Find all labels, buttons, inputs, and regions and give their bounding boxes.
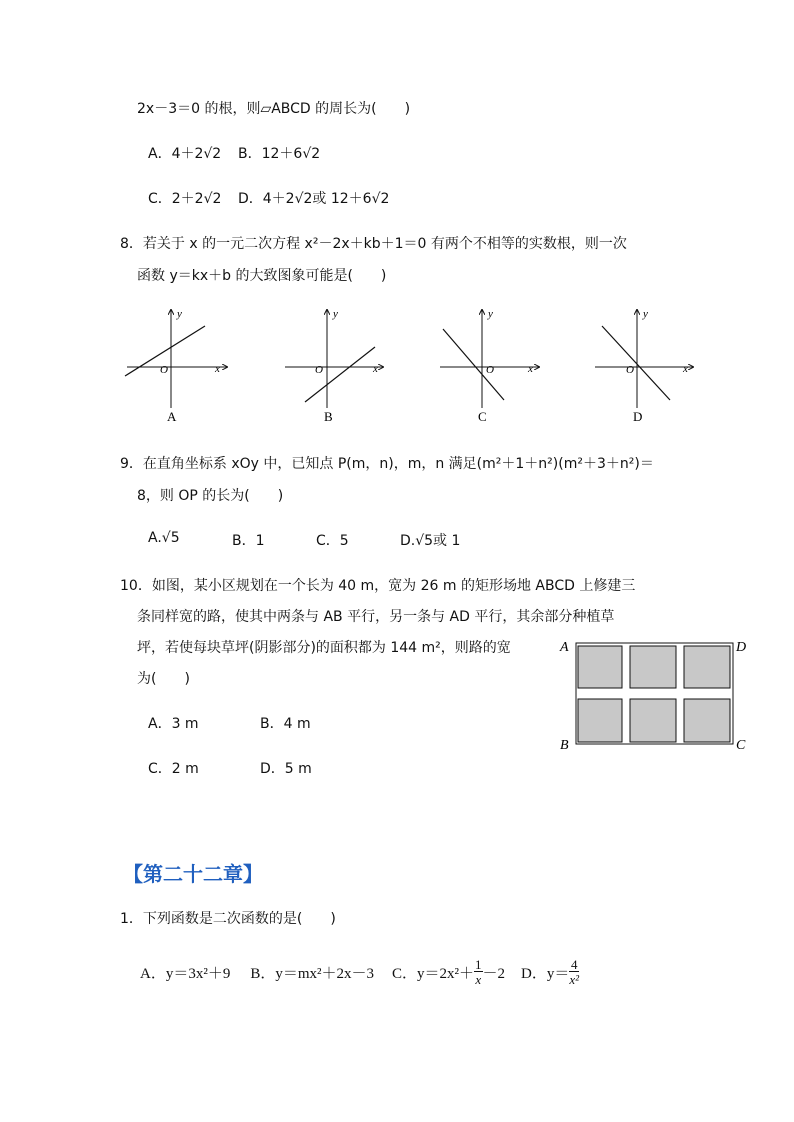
q7-option-b: B．12＋6√2 — [238, 146, 321, 162]
graph-d-y-label: y — [643, 308, 648, 320]
ch22-q1-option-b: B．y＝mx²＋2x－3 — [250, 965, 375, 982]
graph-d-x-label: x — [683, 363, 688, 375]
lawn-6 — [684, 699, 730, 742]
q10-stem-line2: 条同样宽的路，使其中两条与 AB 平行，另一条与 AD 平行，其余部分种植草 — [137, 609, 615, 625]
q7-option-d: D．4＋2√2或 12＋6√2 — [238, 191, 390, 207]
q7-option-a: A．4＋2√2 — [148, 146, 222, 162]
q9-stem-line2: 8，则 OP 的长为( ) — [137, 488, 284, 504]
ch22-q1-option-c-num: 1 — [475, 957, 482, 972]
q9-stem-line1: 9．在直角坐标系 xOy 中，已知点 P(m，n)，m，n 满足(m²＋1＋n²)(m²＋3＋n²)＝ — [120, 456, 654, 472]
ch22-q1-option-c-fraction — [474, 958, 483, 986]
vertex-a: A — [560, 640, 569, 655]
chapter-title: 【第二十二章】 — [123, 862, 263, 886]
q8-stem-line1: 8．若关于 x 的一元二次方程 x²－2x＋kb＋1＝0 有两个不相等的实数根，则一次 — [120, 236, 627, 252]
vertex-d: D — [736, 640, 747, 655]
q9-option-d: D.√5或 1 — [400, 533, 461, 549]
q10-stem-line1: 10．如图，某小区规划在一个长为 40 m，宽为 26 m 的矩形场地 ABCD 上修建三 — [120, 578, 636, 594]
graph-b-x-label: x — [373, 363, 378, 375]
vertex-c: C — [736, 738, 746, 753]
graph-a-origin: O — [160, 364, 168, 376]
q10-option-c: C．2 m — [148, 761, 199, 777]
graph-d-origin: O — [626, 364, 634, 376]
graph-c — [440, 308, 539, 424]
q10-option-a: A．3 m — [148, 716, 199, 732]
lawn-2 — [630, 646, 676, 688]
q10-option-b: B．4 m — [260, 716, 311, 732]
ch22-q1-option-d-fraction — [569, 958, 579, 986]
graph-b-label: B — [324, 409, 333, 424]
graph-b-y-label: y — [333, 308, 338, 320]
graph-b-origin: O — [315, 364, 323, 376]
graph-c-y-label: y — [488, 308, 493, 320]
graph-a-label: A — [167, 409, 177, 424]
lawn-1 — [578, 646, 622, 688]
graph-a-x-label: x — [215, 363, 220, 375]
graph-d — [595, 308, 693, 424]
ch22-q1-option-d-den: x² — [569, 972, 580, 987]
q9-option-b: B．1 — [232, 533, 265, 549]
ch22-q1-option-a: A．y＝3x²＋9 — [140, 965, 231, 982]
q10-figure — [555, 633, 755, 758]
ch22-q1-option-d-prefix: D．y＝ — [521, 965, 570, 982]
q7-option-c: C．2＋2√2 — [148, 191, 222, 207]
q7-stem: 2x－3＝0 的根，则▱ABCD 的周长为( ) — [137, 101, 411, 117]
q10-stem-line3: 坪，若使每块草坪(阴影部分)的面积都为 144 m²，则路的宽 — [137, 640, 511, 656]
ch22-q1-stem: 1．下列函数是二次函数的是( ) — [120, 911, 336, 927]
q9-option-c: C．5 — [316, 533, 349, 549]
graph-a — [125, 308, 227, 424]
lawn-4 — [578, 699, 622, 742]
graph-c-origin: O — [486, 364, 494, 376]
lawn-3 — [684, 646, 730, 688]
q10-stem-line4: 为( ) — [137, 671, 190, 687]
q8-graphs — [115, 300, 715, 430]
ch22-q1-option-c-den: x — [475, 972, 482, 987]
ch22-q1-option-c-suffix: －2 — [482, 965, 506, 982]
graph-d-label: D — [633, 409, 643, 424]
vertex-b: B — [560, 738, 569, 753]
q9-option-a: A.√5 — [148, 530, 180, 546]
q8-stem-line2: 函数 y＝kx＋b 的大致图象可能是( ) — [137, 268, 387, 284]
ch22-q1-options — [140, 952, 579, 992]
q10-option-d: D．5 m — [260, 761, 312, 777]
graph-c-label: C — [478, 409, 487, 424]
ch22-q1-option-d-num: 4 — [570, 957, 578, 972]
graph-c-x-label: x — [528, 363, 533, 375]
ch22-q1-option-c-prefix: C．y＝2x²＋ — [392, 965, 475, 982]
graph-b — [285, 308, 383, 424]
graph-a-y-label: y — [177, 308, 182, 320]
lawn-5 — [630, 699, 676, 742]
